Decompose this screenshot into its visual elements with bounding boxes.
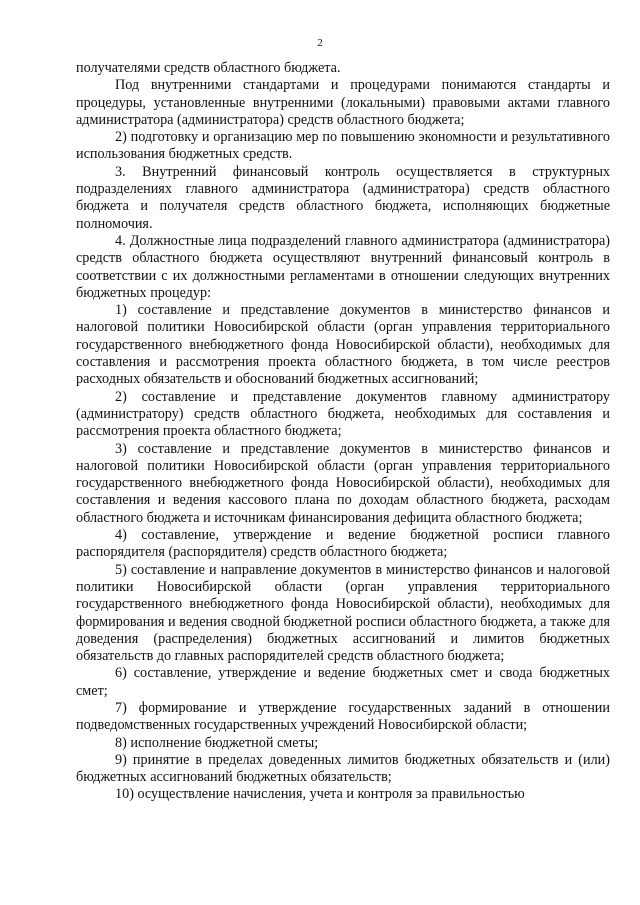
list-item-9: 9) принятие в пределах доведенных лимитов бюджетных обязательств и (или) бюджетных ассигнований бюджетных обязательств; bbox=[76, 751, 610, 786]
paragraph-item-2-efficiency: 2) подготовку и организацию мер по повышению экономности и результативного использования бюджетных средств. bbox=[76, 129, 610, 163]
paragraph-internal-standards: Под внутренними стандартами и процедурами понимаются стандарты и процедуры, установленные внутренними (локальными) правовыми актами главного администратора (администратора) средств областного бюджета; bbox=[76, 77, 610, 128]
list-item-10: 10) осуществление начисления, учета и контроля за правильностью bbox=[115, 786, 525, 803]
paragraph-continuation: получателями средств областного бюджета. bbox=[76, 60, 341, 76]
list-item-7: 7) формирование и утверждение государственных заданий в отношении подведомственных государственных учреждений Новосибирской области; bbox=[76, 699, 610, 734]
list-item-1: 1) составление и представление документов в министерство финансов и налоговой политики Новосибирской области (орган управления территориального государственного внебюджетного фонда Новосибирской области), необходимых для составления и рассмотрения проекта областного бюджета, в том числе реестров расходных обязательств и обоснований бюджетных ассигнований; bbox=[76, 302, 610, 388]
list-item-6: 6) составление, утверждение и ведение бюджетных смет и свода бюджетных смет; bbox=[76, 665, 610, 699]
list-item-3: 3) составление и представление документов в министерство финансов и налоговой политики Новосибирской области (орган управления территориального государственного внебюджетного фонда Новосибирской области), необходимых для составления и ведения кассового плана по доходам областного бюджета, расходам областного бюджета и источникам финансирования дефицита областного бюджета; bbox=[76, 440, 610, 526]
list-item-5: 5) составление и направление документов в министерство финансов и налоговой политики Новосибирской области (орган управления территориального государственного внебюджетного фонда Новосибирской области), необходимых для формирования и ведения сводной бюджетной росписи областного бюджета, а также для доведения (распределения) бюджетных ассигнований и лимитов бюджетных обязательств до главных распорядителей средств областного бюджета; bbox=[76, 561, 610, 665]
list-item-2: 2) составление и представление документов главному администратору (администратору) средств областного бюджета, необходимых для составления и рассмотрения проекта областного бюджета; bbox=[76, 388, 610, 440]
list-item-4: 4) составление, утверждение и ведение бюджетной росписи главного распорядителя (распорядителя) средств областного бюджета; bbox=[76, 527, 610, 561]
page-number: 2 bbox=[317, 37, 323, 49]
document-body bbox=[76, 60, 610, 804]
list-item-8: 8) исполнение бюджетной сметы; bbox=[115, 734, 319, 751]
paragraph-section-3: 3. Внутренний финансовый контроль осуществляется в структурных подразделениях главного администратора (администратора) средств областного бюджета и получателя средств областного бюджета, исполняющих бюджетные полномочия. bbox=[76, 163, 610, 232]
paragraph-section-4: 4. Должностные лица подразделений главного администратора (администратора) средств областного бюджета осуществляют внутренний финансовый контроль в соответствии с их должностными регламентами в отношении следующих внутренних бюджетных процедур: bbox=[76, 232, 610, 301]
